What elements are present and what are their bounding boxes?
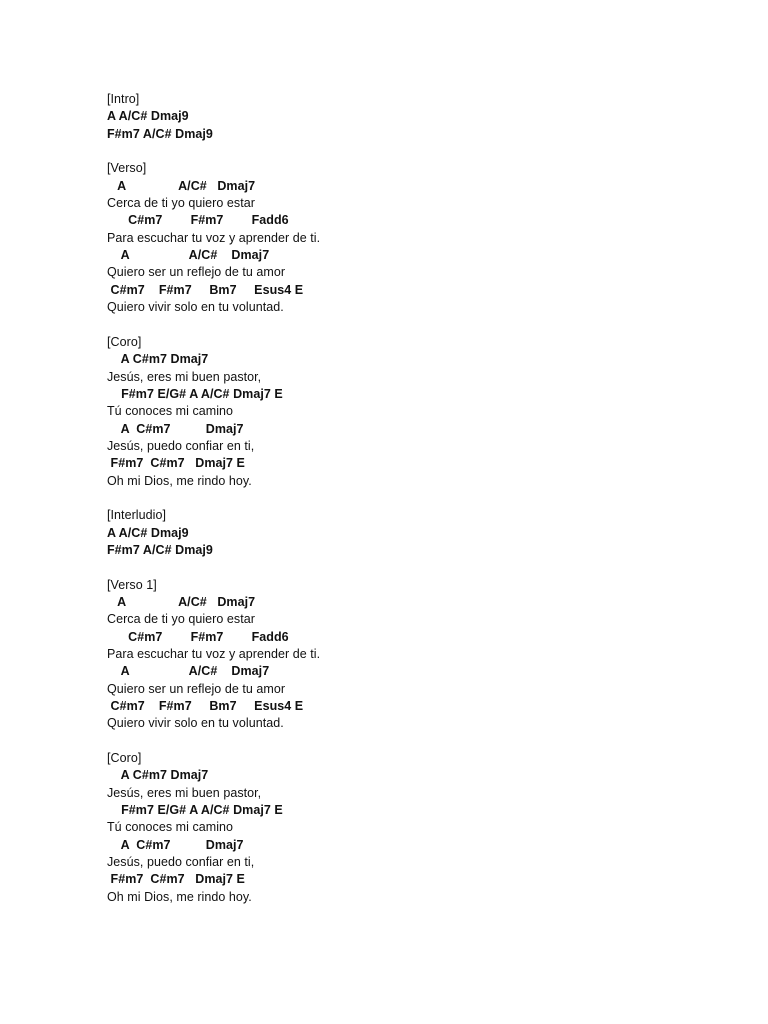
section-label: [Coro]	[107, 334, 142, 349]
blank-line	[107, 143, 707, 160]
chord-sheet	[107, 91, 707, 906]
lyric-line: Oh mi Dios, me rindo hoy.	[107, 889, 252, 904]
lyric-line: Oh mi Dios, me rindo hoy.	[107, 473, 252, 488]
chord-line: F#m7 E/G# A A/C# Dmaj7 E	[107, 386, 283, 401]
chord-line: A A/C# Dmaj9	[107, 525, 189, 540]
lyric-line: Cerca de ti yo quiero estar	[107, 196, 255, 211]
lyric-line: Quiero ser un reflejo de tu amor	[107, 681, 286, 696]
lyric-line: Jesús, puedo confiar en ti,	[107, 855, 255, 870]
chord-line: C#m7 F#m7 Bm7 Esus4 E	[107, 282, 304, 297]
chord-line: A C#m7 Dmaj7	[107, 352, 209, 367]
lyric-line: Quiero ser un reflejo de tu amor	[107, 265, 286, 280]
lyric-line: Cerca de ti yo quiero estar	[107, 612, 255, 627]
blank-line	[107, 559, 707, 576]
lyric-line: Jesús, puedo confiar en ti,	[107, 438, 255, 453]
chord-line: A A/C# Dmaj7	[107, 248, 270, 263]
blank-line	[107, 316, 707, 333]
chord-line: A A/C# Dmaj7	[107, 594, 256, 609]
lyric-line: Quiero vivir solo en tu voluntad.	[107, 716, 284, 731]
chord-line: F#m7 C#m7 Dmaj7 E	[107, 872, 245, 887]
chord-line: F#m7 A/C# Dmaj9	[107, 126, 213, 141]
lyric-line: Para escuchar tu voz y aprender de ti.	[107, 647, 321, 661]
lyric-line: Tú conoces mi camino	[107, 820, 234, 835]
section-label: [Interludio]	[107, 508, 166, 523]
chord-line: C#m7 F#m7 Fadd6	[107, 629, 289, 644]
chord-line: A A/C# Dmaj7	[107, 664, 270, 679]
lyric-line: Jesús, eres mi buen pastor,	[107, 369, 262, 384]
blank-line	[107, 490, 707, 507]
chord-line: F#m7 C#m7 Dmaj7 E	[107, 456, 245, 471]
chord-line: F#m7 E/G# A A/C# Dmaj7 E	[107, 803, 283, 818]
lyric-line: Jesús, eres mi buen pastor,	[107, 785, 262, 800]
section-label: [Intro]	[107, 92, 140, 106]
chord-line: A C#m7 Dmaj7	[107, 768, 209, 783]
blank-line	[107, 733, 707, 750]
lyric-line: Para escuchar tu voz y aprender de ti.	[107, 230, 321, 245]
chord-line: A A/C# Dmaj7	[107, 178, 256, 193]
lyric-line: Quiero vivir solo en tu voluntad.	[107, 300, 284, 315]
chord-line: A C#m7 Dmaj7	[107, 837, 244, 852]
section-label: [Coro]	[107, 751, 142, 766]
chord-line: C#m7 F#m7 Bm7 Esus4 E	[107, 699, 304, 714]
lyric-line: Tú conoces mi camino	[107, 404, 234, 419]
chord-line: A C#m7 Dmaj7	[107, 421, 244, 436]
section-label: [Verso 1]	[107, 577, 157, 592]
chord-line: F#m7 A/C# Dmaj9	[107, 542, 213, 557]
chord-line: A A/C# Dmaj9	[107, 109, 189, 124]
section-label: [Verso]	[107, 161, 147, 176]
chord-line: C#m7 F#m7 Fadd6	[107, 213, 289, 228]
